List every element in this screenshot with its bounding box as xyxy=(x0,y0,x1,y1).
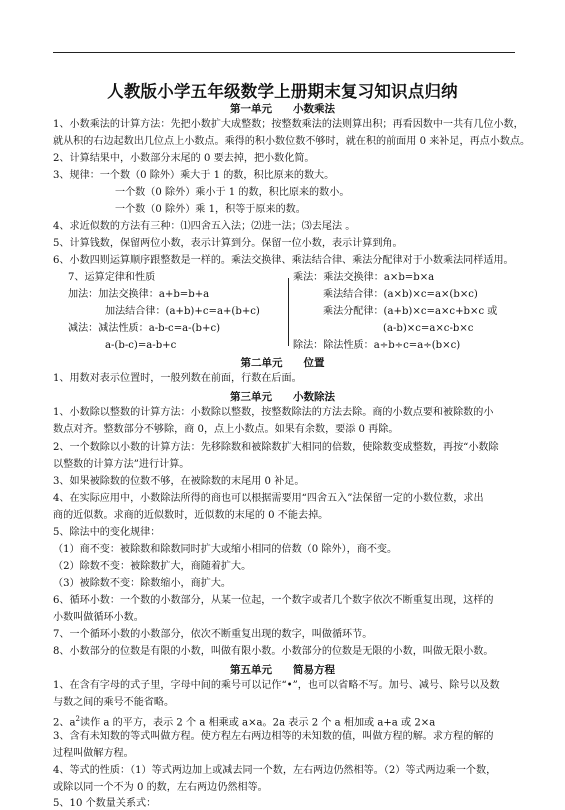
text-line: 数点对齐。整数部分不够除，商 0，点上小数点。如果有余数，要添 0 再除。 xyxy=(53,424,399,435)
text-line: (a-b)×c=a×c-b×c xyxy=(383,323,474,334)
page-title: 人教版小学五年级数学上册期末复习知识点归纳 xyxy=(107,82,458,101)
text-line: 6、循环小数：一个数的小数部分，从某一位起，一个数字或者几个数字依次不断重复出现，这样的 xyxy=(53,595,494,606)
text-line: 1、小数乘法的计算方法：先把小数扩大成整数；按整数乘法的法则算出积；再看因数中一共有几位小数， xyxy=(53,119,524,130)
text-line: 一个数（0 除外）乘 1，积等于原来的数。 xyxy=(115,204,306,215)
text-line: 5、除法中的变化规律： xyxy=(53,527,161,538)
text-line: a-(b-c)=a-b+c xyxy=(105,340,177,351)
superscript: 2 xyxy=(75,715,81,723)
text-line: （2）除数不变：被除数扩大，商随着扩大。 xyxy=(53,561,252,572)
column-divider xyxy=(288,278,289,346)
text-line: 6、小数四则运算顺序跟整数是一样的。乘法交换律、乘法结合律、乘法分配律对于小数乘法同样适用。 xyxy=(53,255,514,266)
unit-5-heading: 第五单元 简易方程 xyxy=(230,664,335,676)
text-line: 3、含有未知数的等式叫做方程。使方程左右两边相等的未知数的值，叫做方程的解。求方程的解的 xyxy=(53,731,494,742)
text-line: 2、一个数除以小数的计算方法：先移除数和被除数扩大相同的倍数，使除数变成整数，再按“小数除 xyxy=(53,442,499,453)
text-line: 乘法分配律：(a+b)×c=a×c+b×c 或 xyxy=(323,306,498,317)
text-line: 4、求近似数的方法有三种：⑴四舍五入法；⑵进一法；⑶去尾法 。 xyxy=(53,221,356,232)
text-line: 8、小数部分的位数是有限的小数，叫做有限小数。小数部分的位数是无限的小数，叫做无限小数。 xyxy=(53,646,494,657)
text-line: 小数叫做循环小数。 xyxy=(53,612,144,623)
text-line: 1、小数除以整数的计算方法：小数除以整数，按整数除法的方法去除。商的小数点要和被除数的小 xyxy=(53,407,494,418)
text-line xyxy=(53,713,518,729)
text-line: 除法：除法性质：a÷b÷c=a÷(b×c) xyxy=(293,340,461,351)
text-fragment: 读作 a 的平方，表示 2 个 a 相乘或 a×a。2a 表示 2 个 a 相加或 a+a 或 2×a xyxy=(80,717,436,729)
text-line: 过程叫做解方程。 xyxy=(53,748,134,759)
text-line: 一个数（0 除外）乘小于 1 的数，积比原来的数小。 xyxy=(115,187,350,198)
text-line: （1）商不变：被除数和除数同时扩大或缩小相同的倍数（0 除外），商不变。 xyxy=(53,544,398,555)
text-line: 减法：减法性质：a-b-c=a-(b+c) xyxy=(68,323,221,334)
text-line: 乘法：乘法交换律：a×b=b×a xyxy=(293,272,435,283)
header-rule xyxy=(53,52,515,53)
text-fragment: 2、a xyxy=(53,717,76,729)
text-line: 7、一个循环小数的小数部分，依次不断重复出现的数字，叫做循环节。 xyxy=(53,629,373,640)
text-line: 或除以同一个不为 0 的数，左右两边仍然相等。 xyxy=(53,782,268,793)
text-line: 5、计算钱数，保留两位小数，表示计算到分。保留一位小数，表示计算到角。 xyxy=(53,238,403,249)
text-line: 1、用数对表示位置时，一般列数在前面，行数在后面。 xyxy=(53,373,302,384)
text-line: 商的近似数。求商的近似数时，近似数的末尾的 0 不能去掉。 xyxy=(53,510,329,521)
text-line: 乘法结合律：(a×b)×c=a×(b×c) xyxy=(323,289,478,300)
text-line: 1、在含有字母的式子里，字母中间的乘号可以记作“•”，也可以省略不写。加号、减号、除号以及数 xyxy=(53,680,500,691)
text-line: 2、计算结果中，小数部分末尾的 0 要去掉，把小数化简。 xyxy=(53,153,315,164)
text-line: 3、规律：一个数（0 除外）乘大于 1 的数，积比原来的数大。 xyxy=(53,170,335,181)
text-line: 加法结合律：(a+b)+c=a+(b+c) xyxy=(105,306,260,317)
text-line: 就从积的右边起数出几位点上小数点。乘得的积小数位数不够时，就在积的前面用 0 来补足，再点小数点。 xyxy=(53,136,531,147)
unit-1-heading: 第一单元 小数乘法 xyxy=(230,103,335,115)
text-line: 3、如果被除数的位数不够，在被除数的末尾用 0 补足。 xyxy=(53,476,305,487)
unit-3-heading: 第三单元 小数除法 xyxy=(230,391,335,403)
text-line: 以整数的计算方法”进行计算。 xyxy=(53,459,190,470)
text-line: 与数之间的乘号不能省略。 xyxy=(53,697,175,708)
text-line: （3）被除数不变：除数缩小，商扩大。 xyxy=(53,578,232,589)
text-line: 加法：加法交换律：a+b=b+a xyxy=(68,289,210,300)
text-line: 4、等式的性质：（1）等式两边加上或减去同一个数，左右两边仍然相等。（2）等式两边乘一个数， xyxy=(53,765,497,776)
text-line: 4、在实际应用中，小数除法所得的商也可以根据需要用“四舍五入”法保留一定的小数位数，求出 xyxy=(53,493,484,504)
text-line: 5、10 个数量关系式： xyxy=(53,798,157,809)
text-line: 7、运算定律和性质 xyxy=(68,272,156,283)
unit-2-heading: 第二单元 位置 xyxy=(240,357,325,369)
